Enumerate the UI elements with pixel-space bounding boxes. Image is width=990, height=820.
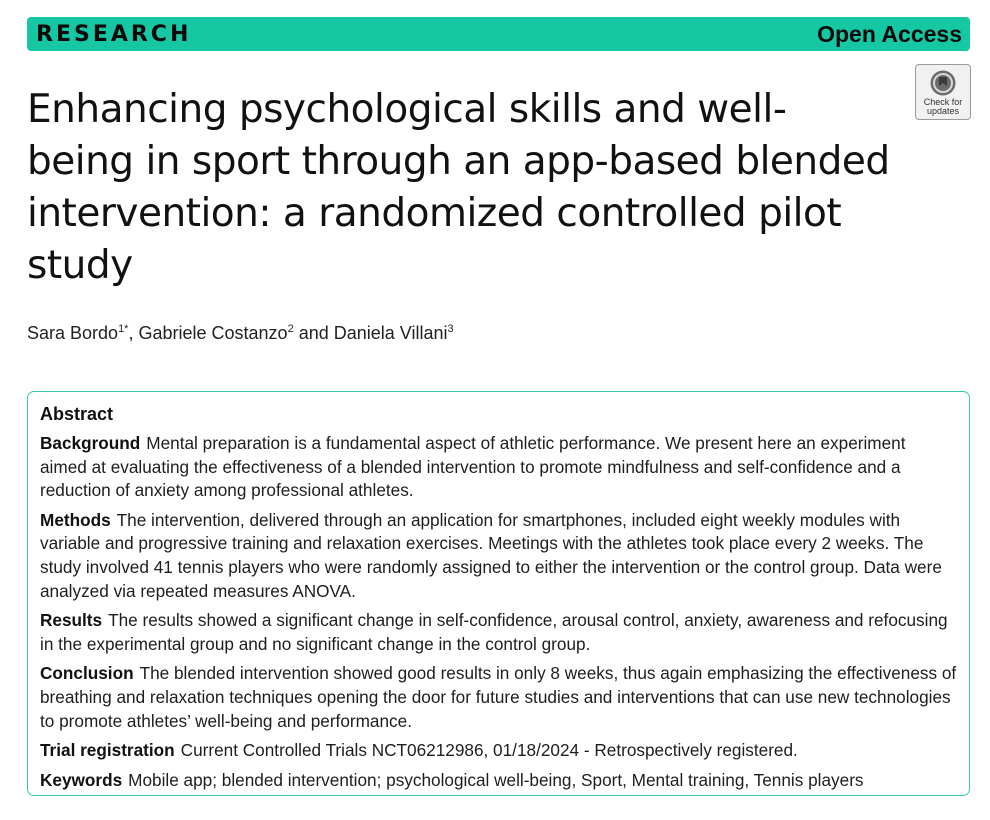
abstract-keywords bbox=[40, 769, 957, 793]
author-name[interactable]: Sara Bordo bbox=[27, 323, 119, 343]
author-affiliation[interactable]: 2 bbox=[287, 323, 294, 335]
section-text: The blended intervention showed good results in only 8 weeks, thus again emphasizing the effectiveness of breathing and relaxation techniques opening the door for future studies and interventions that can use new technologies to promote athletes’ well-being and performance. bbox=[40, 663, 957, 731]
check-updates-icon bbox=[929, 69, 957, 97]
title-line-1: Enhancing psychological skills and well- bbox=[27, 87, 787, 132]
journal-banner bbox=[27, 17, 970, 51]
abstract-conclusion bbox=[40, 662, 957, 733]
abstract-background bbox=[40, 432, 957, 503]
author-list bbox=[27, 323, 454, 344]
badge-text bbox=[924, 98, 963, 116]
badge-line-2: updates bbox=[926, 106, 959, 116]
abstract-results bbox=[40, 609, 957, 656]
section-label: Conclusion bbox=[40, 663, 134, 684]
check-for-updates-badge[interactable] bbox=[915, 64, 971, 120]
author-affiliation[interactable]: 1* bbox=[118, 323, 129, 335]
section-text: Mobile app; blended intervention; psychological well-being, Sport, Mental training, Tennis players bbox=[128, 769, 864, 790]
section-text: Current Controlled Trials NCT06212986, 01/18/2024 - Retrospectively registered. bbox=[180, 740, 798, 761]
section-label: Background bbox=[40, 433, 141, 453]
section-label: Results bbox=[40, 610, 103, 631]
section-text: Mental preparation is a fundamental aspect of athletic performance. We present here an experiment aimed at evaluating the effectiveness of a blended intervention to promote mindfulness and self-confidence and a reduction of anxiety among professional athletes. bbox=[40, 433, 906, 501]
author-separator: and bbox=[293, 323, 334, 343]
section-label: Trial registration bbox=[40, 740, 175, 761]
section-text: The results showed a significant change in self-confidence, arousal control, anxiety, awareness and refocusing in the experimental group and no significant change in the control group. bbox=[40, 610, 948, 654]
author-separator: , bbox=[128, 323, 139, 343]
abstract-methods bbox=[40, 509, 957, 603]
section-label: Methods bbox=[40, 509, 111, 530]
abstract-box bbox=[27, 391, 970, 796]
abstract-heading: Abstract bbox=[40, 404, 114, 424]
author-name[interactable]: Gabriele Costanzo bbox=[138, 323, 288, 343]
section-text: The intervention, delivered through an application for smartphones, included eight weekly modules with variable and progressive training and relaxation exercises. Meetings with the athletes took place every 2 weeks. The study involved 41 tennis players who were randomly assigned to either the intervention or the control group. Data were analyzed via repeated measures ANOVA. bbox=[40, 509, 942, 601]
title-line-2: being in sport through an app-based blended bbox=[27, 139, 890, 184]
open-access-label[interactable]: Open Access bbox=[817, 20, 962, 47]
title-line-3: intervention: a randomized controlled pilot bbox=[27, 191, 842, 236]
article-title bbox=[27, 84, 907, 292]
badge-line-1: Check for bbox=[923, 97, 963, 107]
section-label: Keywords bbox=[40, 769, 123, 790]
abstract-trial-registration bbox=[40, 739, 957, 763]
title-line-4: study bbox=[27, 243, 133, 288]
author-affiliation[interactable]: 3 bbox=[447, 323, 454, 335]
article-type-label: RESEARCH bbox=[36, 21, 192, 47]
author-name[interactable]: Daniela Villani bbox=[333, 323, 448, 343]
